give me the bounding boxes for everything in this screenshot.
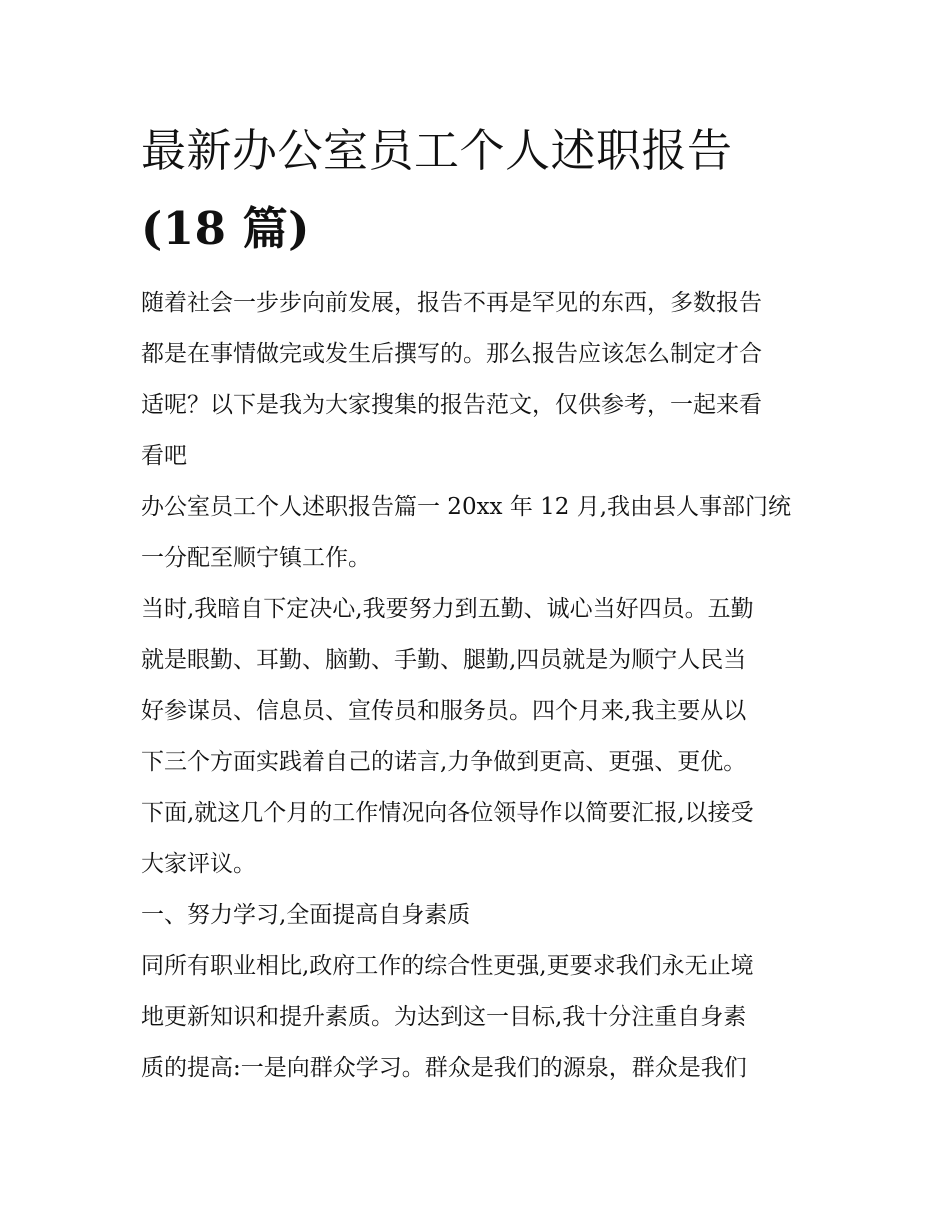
paragraph-section-one-opening <box>141 482 813 584</box>
text-line: 好参谋员、信息员、宣传员和服务员。四个月来,我主要从以 <box>141 698 747 724</box>
text-line: 一、努力学习,全面提高自身素质 <box>141 902 471 928</box>
text-line: 一分配至顺宁镇工作。 <box>141 545 371 571</box>
text-line: 当时,我暗自下定决心,我要努力到五勤、诚心当好四员。五勤 <box>141 596 754 622</box>
title-line-2: (18 篇) <box>141 202 310 255</box>
document-body <box>141 278 813 1094</box>
paragraph-intro <box>141 278 813 482</box>
text-line: 办公室员工个人述职报告篇一 20xx 年 12 月,我由县人事部门统 <box>141 494 792 520</box>
text-line: 大家评议。 <box>141 851 256 877</box>
text-line: 适呢？以下是我为大家搜集的报告范文，仅供参考，一起来看 <box>141 392 762 418</box>
document-title <box>141 112 813 268</box>
text-line: 都是在事情做完或发生后撰写的。那么报告应该怎么制定才合 <box>141 341 762 367</box>
text-line: 看吧 <box>141 443 187 469</box>
paragraph-study <box>141 941 813 1094</box>
section-heading-study <box>141 890 813 941</box>
text-line: 随着社会一步步向前发展，报告不再是罕见的东西，多数报告 <box>141 290 762 316</box>
title-line-1: 最新办公室员工个人述职报告 <box>141 124 733 177</box>
text-line: 就是眼勤、耳勤、脑勤、手勤、腿勤,四员就是为顺宁人民当 <box>141 647 747 673</box>
text-line: 地更新知识和提升素质。为达到这一目标,我十分注重自身素 <box>141 1004 747 1030</box>
text-line: 质的提高:一是向群众学习。群众是我们的源泉，群众是我们 <box>141 1055 747 1081</box>
paragraph-resolution <box>141 584 813 890</box>
document-content <box>141 112 813 1094</box>
text-line: 下三个方面实践着自己的诺言,力争做到更高、更强、更优。 <box>141 749 747 775</box>
text-line: 同所有职业相比,政府工作的综合性更强,更要求我们永无止境 <box>141 953 754 979</box>
text-line: 下面,就这几个月的工作情况向各位领导作以简要汇报,以接受 <box>141 800 754 826</box>
